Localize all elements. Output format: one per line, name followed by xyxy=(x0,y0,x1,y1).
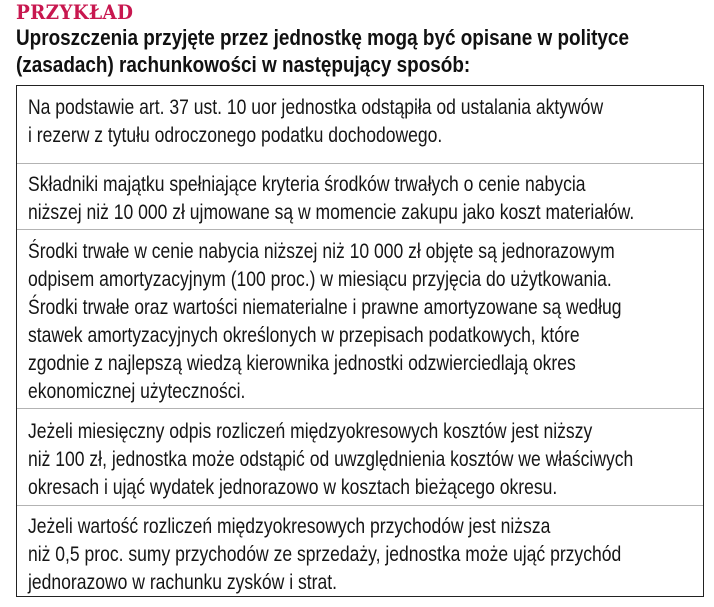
text-line: Na podstawie art. 37 ust. 10 uor jednostka odstąpiła od ustalania aktywów xyxy=(28,96,604,119)
text-line: Składniki majątku spełniające kryteria środków trwałych o cenie nabycia xyxy=(28,173,586,196)
example-text xyxy=(28,238,688,406)
text-line: Jeżeli miesięczny odpis rozliczeń międzyokresowych kosztów jest niższy xyxy=(28,420,593,443)
section-kicker: PRZYKŁAD xyxy=(16,0,134,24)
text-line: Środki trwałe oraz wartości niematerialne i prawne amortyzowane są według xyxy=(28,296,622,319)
text-line: niższej niż 10 000 zł ujmowane są w momencie zakupu jako koszt materiałów. xyxy=(28,201,635,224)
text-line: odpisem amortyzacyjnym (100 proc.) w miesiącu przyjęcia do użytkowania. xyxy=(28,268,612,291)
headline xyxy=(16,24,670,78)
example-text xyxy=(28,513,688,597)
example-item xyxy=(17,506,703,598)
example-item xyxy=(17,409,703,506)
text-line: zgodnie z najlepszą wiedzą kierownika jednostki odzwierciedlają okres xyxy=(28,352,576,375)
text-line: ekonomicznej użyteczności. xyxy=(28,380,246,403)
example-text xyxy=(28,94,688,150)
text-line: i rezerw z tytułu odroczonego podatku dochodowego. xyxy=(28,124,443,147)
example-item xyxy=(17,230,703,409)
text-line: okresach i ująć wydatek jednorazowo w kosztach bieżącego okresu. xyxy=(28,476,558,499)
text-line: Środki trwałe w cenie nabycia niższej niż 10 000 zł objęte są jednorazowym xyxy=(28,240,615,263)
examples-box xyxy=(16,85,704,597)
example-text xyxy=(28,171,688,227)
text-line: stawek amortyzacyjnych określonych w przepisach podatkowych, które xyxy=(28,324,580,347)
text-line: niż 0,5 proc. sumy przychodów ze sprzedaży, jednostka może ująć przychód xyxy=(28,543,622,566)
text-line: niż 100 zł, jednostka może odstąpić od uwzględnienia kosztów we właściwych xyxy=(28,448,634,471)
example-item xyxy=(17,164,703,230)
text-line: jednorazowo w rachunku zysków i strat. xyxy=(28,571,337,594)
headline-line: Uproszczenia przyjęte przez jednostkę mogą być opisane w polityce xyxy=(16,25,629,50)
text-line: Jeżeli wartość rozliczeń międzyokresowych przychodów jest niższa xyxy=(28,515,551,538)
example-item xyxy=(17,86,703,164)
headline-line: (zasadach) rachunkowości w następujący sposób: xyxy=(16,52,471,77)
example-text xyxy=(28,418,688,502)
